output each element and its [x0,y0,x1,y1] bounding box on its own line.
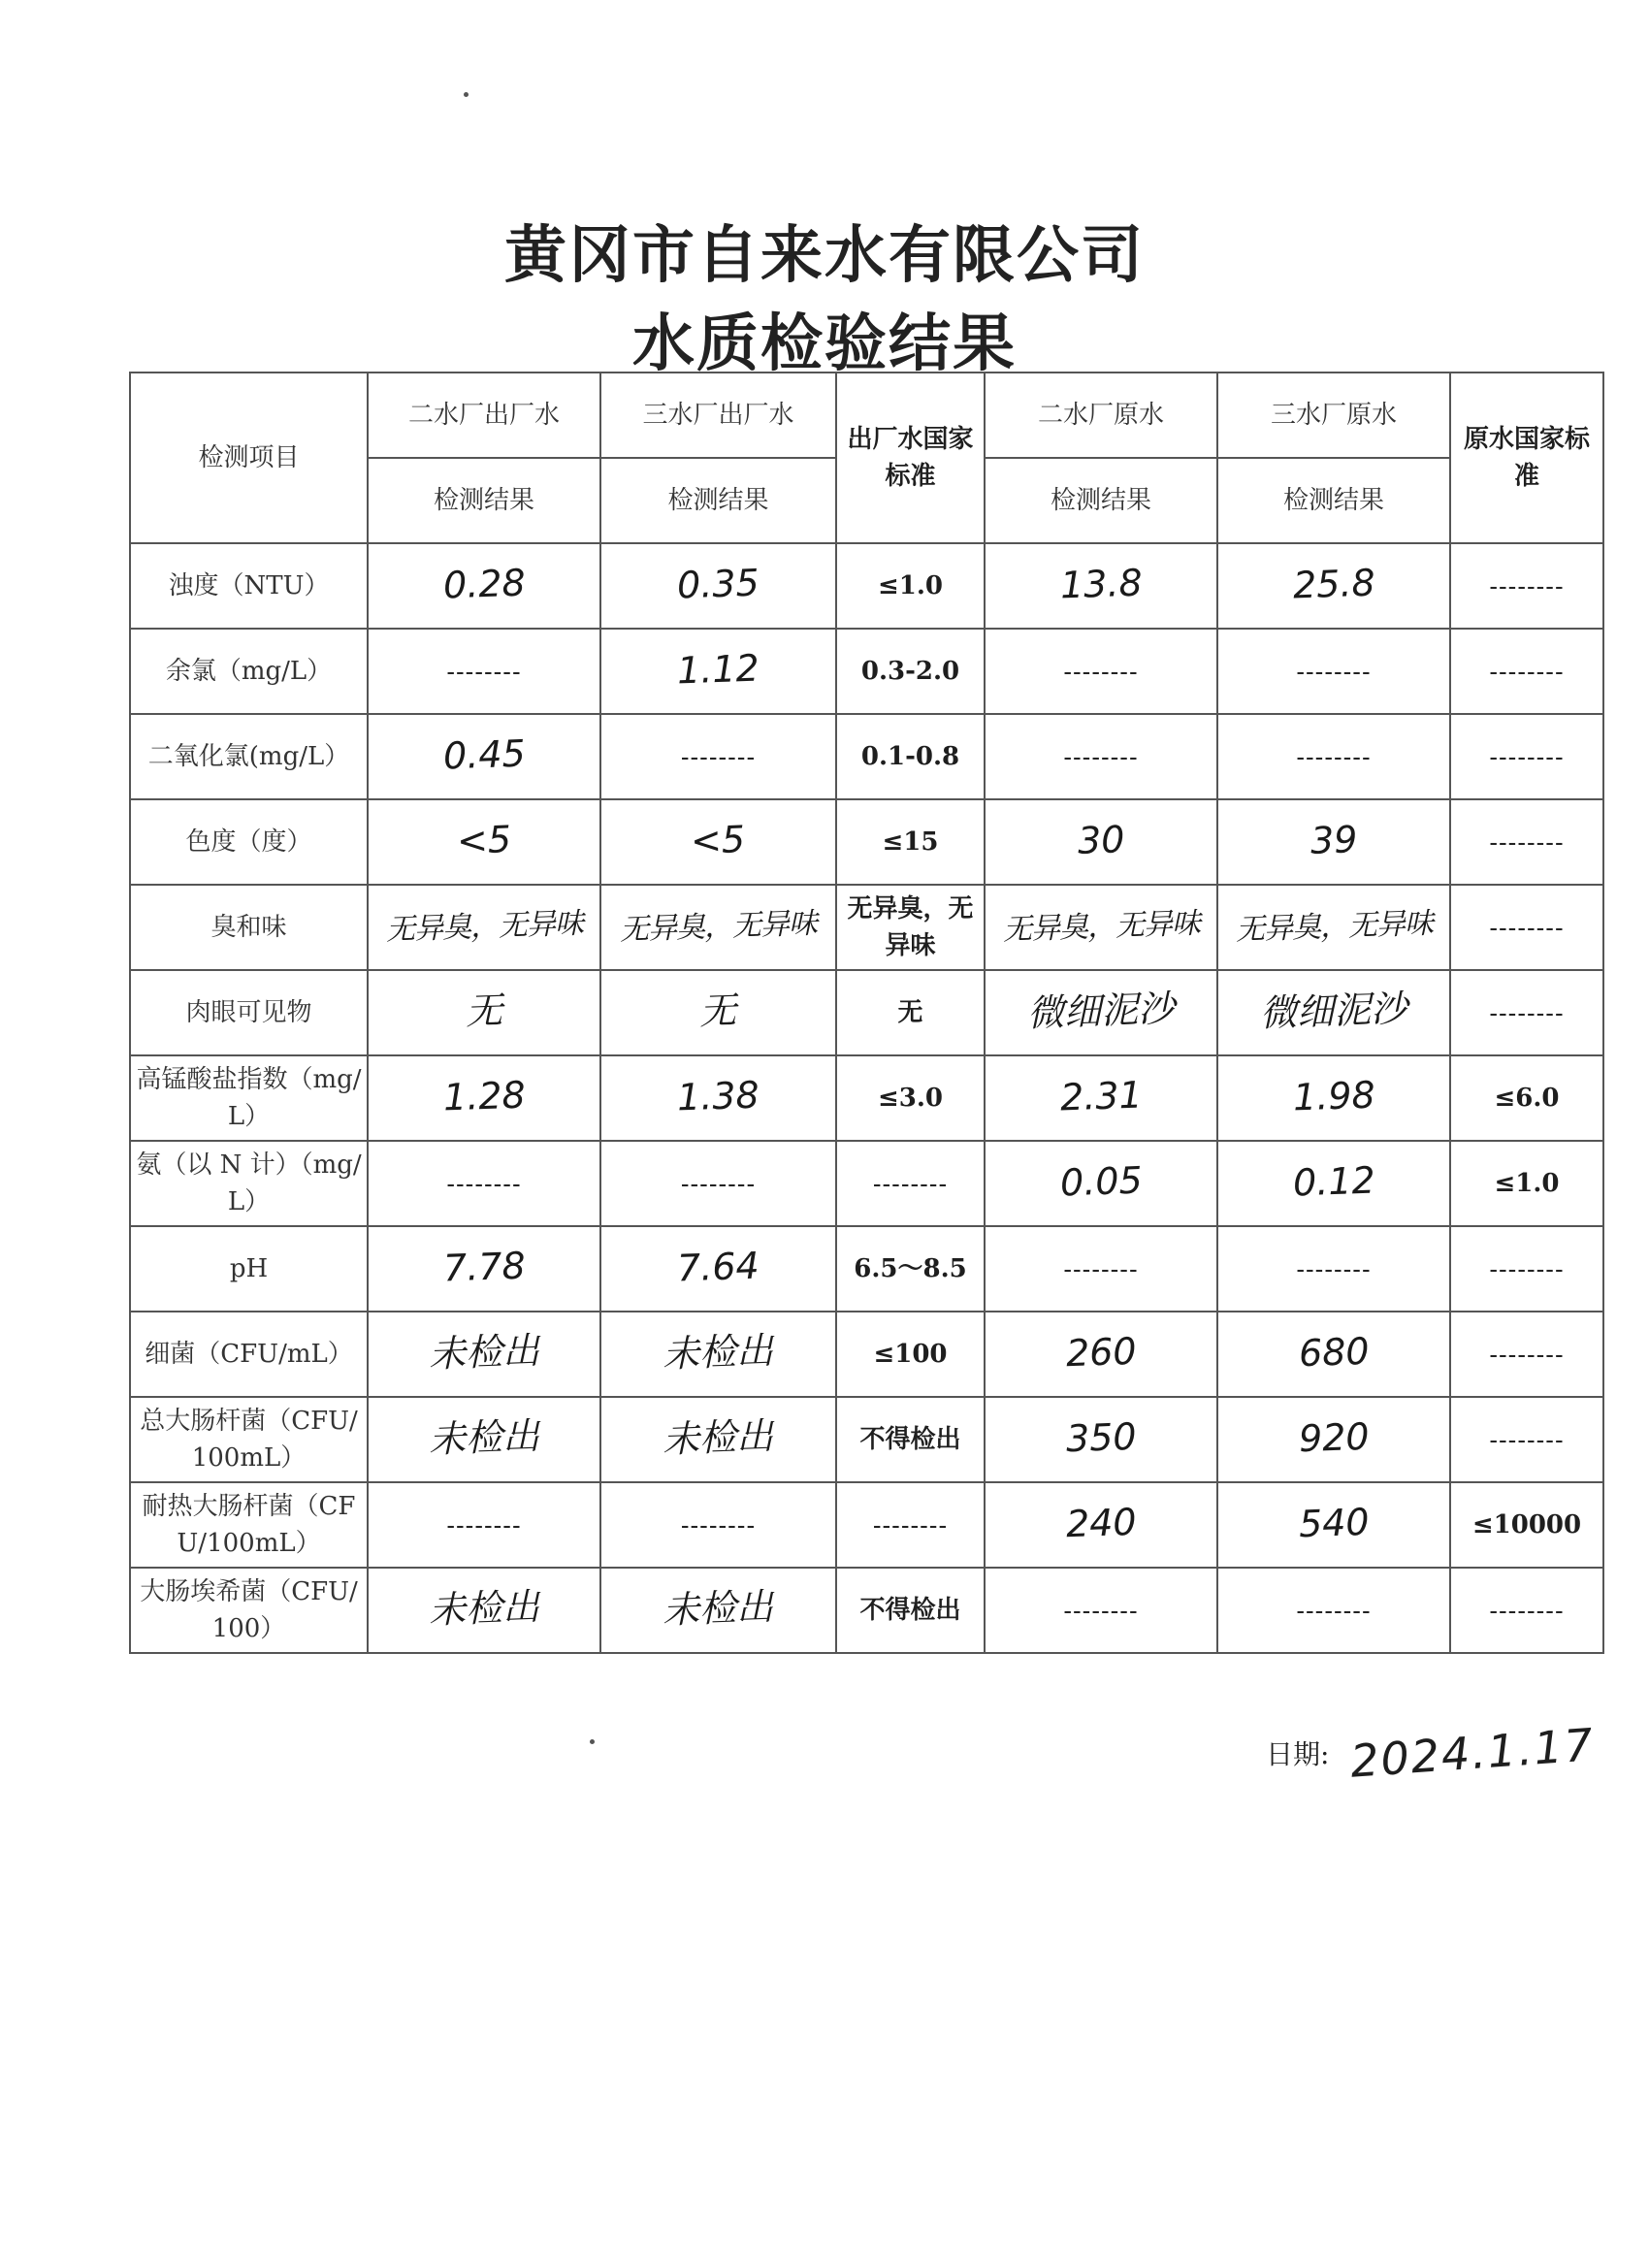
out-standard-value [836,1568,985,1653]
plant2-out-value-text: 未检出 [428,1584,540,1632]
raw-standard-value [1450,1226,1603,1312]
plant3-out-value [600,1055,836,1141]
header-row [130,373,1603,458]
row-item-label-text: 高锰酸盐指数（mg/L） [136,1065,362,1131]
plant3-out-value [600,629,836,714]
plant3-out-value [600,1312,836,1397]
plant3-out-value-text: -------- [680,1509,757,1539]
raw-standard-value [1450,714,1603,799]
raw-standard-value [1450,1141,1603,1226]
plant2-raw-value-text: 30 [1077,817,1125,862]
plant2-raw-value [985,1568,1217,1653]
table-row [130,1055,1603,1141]
subheader-result: 检测结果 [1217,458,1450,543]
scan-speck [590,1739,595,1744]
row-item-label-text: pH [229,1254,269,1283]
plant2-out-value [368,1397,600,1482]
plant3-raw-value-text: 25.8 [1291,561,1376,606]
plant3-raw-value-text: 1.98 [1291,1073,1376,1118]
subheader-result: 检测结果 [600,458,836,543]
out-standard-value-text: 无 [897,998,923,1027]
header-plant2-out: 二水厂出厂水 [368,373,600,458]
plant2-out-value [368,1568,600,1653]
row-item-label-text: 细菌（CFU/mL） [145,1340,353,1369]
plant2-out-value [368,714,600,799]
raw-standard-value [1450,885,1603,970]
plant3-out-value [600,799,836,885]
plant2-out-value-text: <5 [456,817,512,862]
raw-standard-value [1450,1055,1603,1141]
plant2-out-value [368,543,600,629]
row-item-label-text: 肉眼可见物 [185,998,312,1027]
scan-speck [464,92,469,97]
header-plant3-raw: 三水厂原水 [1217,373,1450,458]
report-title: 水质检验结果 [632,308,1017,380]
raw-standard-value-text: -------- [1489,1253,1565,1283]
plant3-out-value [600,1568,836,1653]
plant3-out-value-text: 7.64 [676,1244,760,1289]
out-standard-value [836,1226,985,1312]
row-item-label [130,543,368,629]
out-standard-value-text: ≤100 [873,1340,948,1369]
plant3-out-value [600,1397,836,1482]
plant2-out-value [368,1226,600,1312]
plant2-out-value [368,1312,600,1397]
company-title: 黄冈市自来水有限公司 [504,220,1145,292]
plant3-out-value-text: 未检出 [662,1584,775,1632]
plant3-raw-value [1217,1397,1450,1482]
out-standard-value-text: -------- [872,1509,949,1539]
plant2-raw-value-text: 无异臭，无异味 [1001,905,1201,948]
plant2-raw-value [985,799,1217,885]
raw-standard-value [1450,1568,1603,1653]
raw-standard-value-text: ≤1.0 [1494,1169,1560,1198]
row-item-label [130,885,368,970]
row-item-label [130,1312,368,1397]
plant3-out-value [600,1141,836,1226]
header-out-standard: 出厂水国家标准 [836,373,985,543]
out-standard-value-text: 6.5～8.5 [854,1254,967,1283]
plant2-out-value-text: 7.78 [441,1244,527,1289]
plant3-out-value [600,970,836,1055]
raw-standard-value [1450,799,1603,885]
table-row [130,970,1603,1055]
plant2-out-value [368,970,600,1055]
row-item-label [130,714,368,799]
table-row [130,1141,1603,1226]
header-item: 检测项目 [130,373,368,543]
table-row [130,1568,1603,1653]
header-raw-standard: 原水国家标准 [1450,373,1603,543]
raw-standard-value [1450,1482,1603,1568]
plant3-raw-value-text: 0.12 [1291,1158,1376,1204]
out-standard-value [836,970,985,1055]
row-item-label [130,1568,368,1653]
out-standard-value-text: ≤3.0 [877,1084,944,1113]
plant2-out-value [368,629,600,714]
out-standard-value [836,543,985,629]
plant3-raw-value [1217,1482,1450,1568]
row-item-label-text: 臭和味 [210,913,287,942]
plant3-out-value-text: 1.12 [676,646,760,692]
plant2-raw-value-text: 240 [1064,1500,1138,1545]
row-item-label-text: 大肠埃希菌（CFU/100） [140,1577,358,1643]
plant3-raw-value-text: -------- [1296,1253,1372,1283]
row-item-label [130,1055,368,1141]
row-item-label [130,1226,368,1312]
plant2-out-value-text: 0.28 [441,561,527,606]
plant3-out-value-text: -------- [680,741,757,771]
plant2-out-value-text: 1.28 [441,1073,527,1118]
plant3-raw-value [1217,1055,1450,1141]
plant2-out-value-text: 无异臭，无异味 [384,905,584,948]
plant2-raw-value-text: -------- [1063,1595,1139,1625]
plant3-raw-value [1217,629,1450,714]
out-standard-value-text: 无异臭，无异味 [847,894,974,960]
row-item-label-text: 氨（以 N 计）（mg/L） [136,1150,362,1216]
plant2-raw-value-text: 350 [1064,1414,1138,1460]
raw-standard-value-text: -------- [1489,656,1565,686]
plant2-raw-value-text: 260 [1064,1329,1138,1375]
plant2-raw-value [985,714,1217,799]
plant2-out-value [368,885,600,970]
plant2-out-value [368,1055,600,1141]
plant3-raw-value [1217,1568,1450,1653]
row-item-label [130,970,368,1055]
raw-standard-value-text: -------- [1489,1424,1565,1454]
raw-standard-value-text: -------- [1489,997,1565,1027]
row-item-label [130,1141,368,1226]
out-standard-value-text: 不得检出 [859,1596,961,1625]
out-standard-value-text: ≤1.0 [877,571,944,600]
header-plant2-raw: 二水厂原水 [985,373,1217,458]
plant2-raw-value [985,1482,1217,1568]
raw-standard-value-text: -------- [1489,912,1565,942]
plant3-raw-value [1217,885,1450,970]
plant2-out-value [368,1482,600,1568]
plant3-out-value-text: 无 [698,988,738,1033]
row-item-label [130,1397,368,1482]
table-row [130,629,1603,714]
plant3-out-value-text: 未检出 [662,1413,775,1461]
plant3-out-value [600,714,836,799]
plant2-raw-value-text: 0.05 [1058,1158,1144,1204]
plant2-out-value-text: -------- [446,656,522,686]
out-standard-value [836,1397,985,1482]
row-item-label-text: 色度（度） [185,827,312,857]
plant3-raw-value [1217,1312,1450,1397]
plant3-out-value [600,1226,836,1312]
raw-standard-value [1450,970,1603,1055]
plant3-raw-value [1217,970,1450,1055]
subheader-result: 检测结果 [985,458,1217,543]
plant2-out-value-text: 未检出 [428,1413,540,1461]
out-standard-value-text: -------- [872,1168,949,1198]
table-row [130,1482,1603,1568]
raw-standard-value-text: ≤6.0 [1494,1084,1560,1113]
out-standard-value-text: 0.3-2.0 [860,657,960,686]
plant2-out-value-text: 无 [465,988,503,1033]
raw-standard-value [1450,629,1603,714]
out-standard-value-text: ≤15 [882,827,939,857]
table-row [130,543,1603,629]
out-standard-value-text: 0.1-0.8 [860,742,960,771]
plant3-out-value-text: 无异臭，无异味 [619,905,818,948]
row-item-label-text: 二氧化氯(mg/L） [147,742,350,771]
table-row [130,799,1603,885]
table-row [130,885,1603,970]
plant2-raw-value-text: 13.8 [1058,561,1144,606]
plant2-out-value [368,1141,600,1226]
row-item-label-text: 浊度（NTU） [168,571,330,600]
subheader-result: 检测结果 [368,458,600,543]
table-row [130,1226,1603,1312]
out-standard-value [836,1141,985,1226]
plant2-raw-value-text: 微细泥沙 [1026,986,1176,1035]
plant3-raw-value-text: 540 [1297,1500,1371,1545]
header-plant3-out: 三水厂出厂水 [600,373,836,458]
table-row [130,714,1603,799]
date-label: 日期: [1266,1738,1330,1770]
raw-standard-value-text: -------- [1489,826,1565,857]
out-standard-value [836,629,985,714]
plant3-out-value [600,543,836,629]
row-item-label-text: 余氯（mg/L） [165,657,333,686]
raw-standard-value-text: -------- [1489,570,1565,600]
plant3-raw-value-text: -------- [1296,741,1372,771]
raw-standard-value-text: -------- [1489,741,1565,771]
table-row [130,1397,1603,1482]
table-row [130,1312,1603,1397]
out-standard-value [836,885,985,970]
plant2-out-value-text: 0.45 [441,731,527,777]
raw-standard-value [1450,1397,1603,1482]
plant2-raw-value [985,1397,1217,1482]
plant2-raw-value [985,1055,1217,1141]
plant3-raw-value-text: 微细泥沙 [1259,986,1408,1035]
plant3-raw-value-text: 无异臭，无异味 [1234,905,1434,948]
plant3-out-value-text: 0.35 [676,561,760,606]
plant3-out-value-text: 未检出 [662,1328,775,1376]
plant2-raw-value-text: -------- [1063,656,1139,686]
plant3-raw-value [1217,714,1450,799]
plant3-out-value-text: 1.38 [676,1073,760,1118]
plant3-out-value-text: -------- [680,1168,757,1198]
raw-standard-value-text: -------- [1489,1595,1565,1625]
out-standard-value [836,1482,985,1568]
plant2-raw-value [985,1226,1217,1312]
out-standard-value-text: 不得检出 [859,1425,961,1454]
raw-standard-value-text: -------- [1489,1339,1565,1369]
plant2-raw-value [985,629,1217,714]
plant2-raw-value [985,885,1217,970]
out-standard-value [836,799,985,885]
plant3-raw-value [1217,543,1450,629]
results-table [129,372,1604,1654]
plant2-raw-value [985,1141,1217,1226]
plant3-raw-value-text: 920 [1297,1414,1371,1460]
plant3-raw-value [1217,1141,1450,1226]
plant2-raw-value [985,543,1217,629]
row-item-label [130,629,368,714]
raw-standard-value [1450,543,1603,629]
raw-standard-value-text: ≤10000 [1471,1510,1582,1539]
out-standard-value [836,1055,985,1141]
out-standard-value [836,1312,985,1397]
plant2-out-value-text: -------- [446,1509,522,1539]
plant3-raw-value-text: 680 [1297,1329,1371,1375]
raw-standard-value [1450,1312,1603,1397]
plant3-out-value [600,1482,836,1568]
plant3-raw-value [1217,1226,1450,1312]
plant3-raw-value-text: -------- [1296,656,1372,686]
plant3-raw-value-text: -------- [1296,1595,1372,1625]
row-item-label-text: 总大肠杆菌（CFU/100mL） [140,1407,358,1473]
row-item-label [130,799,368,885]
row-item-label [130,1482,368,1568]
row-item-label-text: 耐热大肠杆菌（CFU/100mL） [142,1492,356,1558]
plant3-out-value-text: <5 [690,817,747,862]
plant2-out-value [368,799,600,885]
plant2-raw-value [985,970,1217,1055]
plant2-raw-value-text: -------- [1063,1253,1139,1283]
plant2-raw-value-text: 2.31 [1058,1073,1144,1118]
out-standard-value [836,714,985,799]
date-value: 2024.1.17 [1348,1718,1597,1788]
plant2-out-value-text: 未检出 [428,1328,540,1376]
plant2-raw-value [985,1312,1217,1397]
plant3-raw-value-text: 39 [1310,817,1358,862]
plant3-raw-value [1217,799,1450,885]
plant3-out-value [600,885,836,970]
plant2-out-value-text: -------- [446,1168,522,1198]
plant2-raw-value-text: -------- [1063,741,1139,771]
